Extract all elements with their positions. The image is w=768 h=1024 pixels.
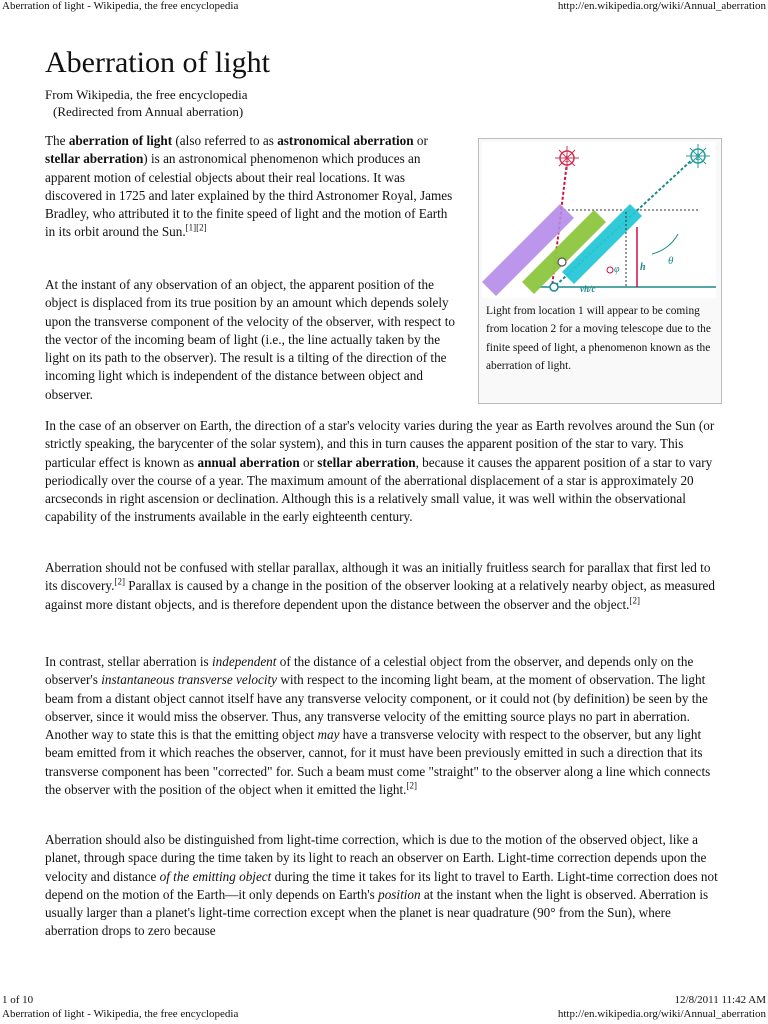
citation-link[interactable]: [2] [629, 595, 640, 606]
observer-marker [550, 283, 558, 291]
vhc-label: vh/c [580, 284, 596, 294]
paragraph-observation: At the instant of any observation of an object, the apparent position of the object is displaced from its true position by an amount which depends solely upon the transverse component of the velocity of the observer, with respect to the vector of the incoming beam of light (i.e., the line actually taken by the light on its path to the observer). The result is a tilting of the direction of the incoming light which is independent of the distance between object and observer. [45, 277, 455, 402]
paragraph-intro: The aberration of light (also referred to as astronomical aberration or stellar aberration) is an astronomical phenomenon which produces an apparent motion of celestial objects about their real locations. It was discovered in 1725 and later explained by the third Astronomer Royal, James Bradley, who attributed it to the finite speed of light and the motion of Earth in its orbit around the Sun.[1][2] [45, 133, 453, 240]
print-footer-bottom [2, 1008, 766, 1022]
star-2-label: 2 [695, 152, 701, 162]
site-subtitle: From Wikipedia, the free encyclopedia [45, 87, 248, 102]
header-page-title: Aberration of light - Wikipedia, the free encyclopedia [2, 0, 239, 12]
citation-link[interactable]: [2] [114, 576, 125, 587]
redirect-note: (Redirected from Annual aberration) [53, 104, 244, 119]
aberration-diagram[interactable] [482, 142, 716, 298]
footer-page-number: 1 of 10 [2, 994, 34, 1006]
term-stellar-aberration-2: stellar aberration [317, 454, 416, 470]
footer-datetime: 12/8/2011 11:42 AM [674, 994, 766, 1006]
page-title: Aberration of light [45, 46, 270, 79]
h-label: h [640, 262, 646, 273]
theta-arc [652, 234, 678, 254]
telescope-eyepiece [558, 258, 566, 266]
header-url[interactable]: http://en.wikipedia.org/wiki/Annual_aberration [557, 0, 766, 12]
citation-link[interactable]: [2] [406, 780, 417, 791]
footer-url[interactable]: http://en.wikipedia.org/wiki/Annual_aberration [557, 1008, 766, 1020]
theta-label: θ [668, 255, 674, 267]
citation-link[interactable]: [1][2] [185, 223, 207, 234]
paragraph-contrast: In contrast, stellar aberration is independent of the distance of a celestial object from the observer, and depends only on the observer's instantaneous transverse velocity with respect to the incoming light beam, at the moment of observation. The light beam from a distant object cannot itself have any transverse velocity component, or it could not (by definition) be seen by the observer, since it would miss the observer. Thus, any transverse velocity of the emitting source plays no part in aberration. Another way to state this is that the emitting object may have a transverse velocity with respect to the observer, but any light beam emitted from it which reaches the observer, cannot, for it must have been previously emitted in such a direction that its transverse component has been "corrected" for. Such a beam must come "straight" to the observer along a line which connects the observer with the position of the object when it emitted the light.[2] [45, 654, 711, 798]
phi-marker [607, 267, 613, 273]
phi-label: φ [614, 264, 620, 275]
paragraph-annual-aberration: In the case of an observer on Earth, the direction of a star's velocity varies during the year as Earth revolves around the Sun (or strictly speaking, the barycenter of the solar system), and this in turn causes the apparent position of the star to vary. This particular effect is known as annual aberration or stellar aberration, because it causes the apparent position of a star to vary periodically over the course of a year. The maximum amount of the aberrational displacement of a star is approximately 20 arcseconds in right ascension or declination. Although this is a relatively small value, it was well within the observational capability of the instruments available in the early eighteenth century. [45, 418, 715, 525]
footer-page-title: Aberration of light - Wikipedia, the free encyclopedia [2, 1008, 239, 1020]
aberration-figure [478, 138, 722, 404]
star-1-label: 1 [564, 154, 570, 164]
figure-caption: Light from location 1 will appear to be coming from location 2 for a moving telescope due to the finite speed of light, a phenomenon known as the aberration of light. [486, 305, 711, 372]
paragraph-parallax: Aberration should not be confused with stellar parallax, although it was an initially fruitless search for parallax that first led to its discovery.[2] Parallax is caused by a change in the position of the observer looking at a relatively nearby object, as measured against more distant objects, and is therefore dependent upon the distance between the observer and the object.[2] [45, 560, 715, 612]
print-footer-top [2, 994, 766, 1008]
star-1-icon [555, 146, 579, 170]
paragraph-light-time: Aberration should also be distinguished from light-time correction, which is due to the motion of the observed object, like a planet, through space during the time taken by its light to reach an observer on Earth. Light-time correction depends upon the velocity and distance of the emitting object during the time it takes for its light to travel to Earth. Light-time correction does not depend on the motion of the Earth—it only depends on Earth's position at the instant when the light is observed. Aberration is usually larger than a planet's light-time correction except when the planet is near quadrature (90° from the Sun), where aberration drops to zero because [45, 832, 718, 939]
print-header [2, 0, 766, 14]
term-annual-aberration: annual aberration [197, 454, 300, 470]
term-astronomical-aberration: astronomical aberration [277, 133, 414, 148]
term-stellar-aberration: stellar aberration [45, 151, 144, 167]
term-aberration-of-light: aberration of light [68, 133, 173, 148]
star-2-icon [686, 144, 710, 168]
